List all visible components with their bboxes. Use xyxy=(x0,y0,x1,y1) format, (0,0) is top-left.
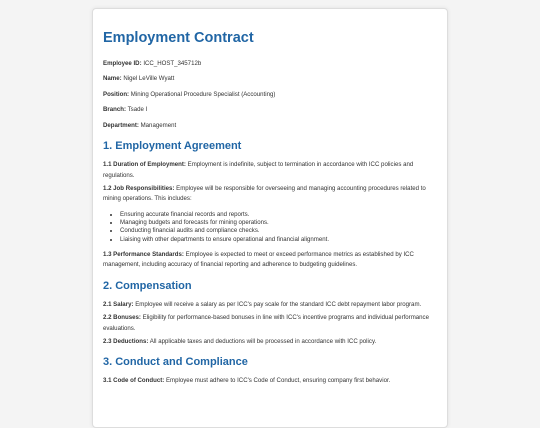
clause xyxy=(103,250,437,271)
field-label: Department: xyxy=(103,121,139,129)
employee-id-row xyxy=(103,59,437,70)
contract-card xyxy=(92,8,448,428)
section-heading-conduct-compliance: 3. Conduct and Compliance xyxy=(103,356,248,369)
list-item: • Managing budgets and forecasts for mining operations. xyxy=(120,219,437,227)
clause xyxy=(103,184,437,205)
field-value: Tsade I xyxy=(127,106,148,114)
clause xyxy=(103,337,437,348)
clause-text: Employee is expected to meet or exceed performance metrics as established by ICC management, including accuracy of financial reporting and adherence to budgeting guidelines. xyxy=(103,250,414,269)
section-heading-employment-agreement: 1. Employment Agreement xyxy=(103,140,242,153)
clause-label: 1.1 Duration of Employment: xyxy=(103,161,186,169)
employee-info xyxy=(103,59,437,131)
page-title: Employment Contract xyxy=(103,30,254,46)
field-label: Branch: xyxy=(103,106,127,114)
clause-label: 3.1 Code of Conduct: xyxy=(103,377,165,385)
clause xyxy=(103,160,437,181)
clause xyxy=(103,300,437,311)
clause-text: Eligibility for performance-based bonuses in line with ICC's incentive programs and individual performance evaluations. xyxy=(103,314,429,332)
clause xyxy=(103,376,437,387)
clause-label: 1.3 Performance Standards: xyxy=(103,250,184,258)
field-label: Employee ID: xyxy=(103,60,142,67)
field-value: Management xyxy=(140,121,177,129)
clause-text: Employee will receive a salary as per ICC's pay scale for the standard ICC debt repayment labor program. xyxy=(135,301,422,309)
list-item: • Liaising with other departments to ensure operational and financial alignment. xyxy=(120,236,437,244)
field-value: Nigel LeVille Wyatt xyxy=(123,75,175,83)
position-row xyxy=(103,90,437,101)
name-row xyxy=(103,74,437,85)
field-label: Position: xyxy=(103,90,130,98)
clause-label: 2.2 Bonuses: xyxy=(103,314,141,322)
clause xyxy=(103,313,437,334)
list-item: • Conducting financial audits and compliance checks. xyxy=(120,227,437,235)
list-item: • Ensuring accurate financial records and reports. xyxy=(120,211,437,219)
clause-label: 2.3 Deductions: xyxy=(103,337,149,345)
field-value: Mining Operational Procedure Specialist (Accounting) xyxy=(130,90,276,98)
section-heading-compensation: 2. Compensation xyxy=(103,280,192,293)
responsibilities-list xyxy=(103,211,437,244)
branch-row xyxy=(103,105,437,116)
clause-label: 2.1 Salary: xyxy=(103,301,134,309)
clause-text: Employee will be responsible for overseeing and managing accounting procedures related to mining operations. This includes: xyxy=(103,184,426,203)
field-value: ICC_HOST_345712b xyxy=(143,60,202,67)
clause-text: Employment is indefinite, subject to termination in accordance with ICC policies and regulations. xyxy=(103,161,414,179)
field-label: Name: xyxy=(103,75,122,83)
clause-text: Employee must adhere to ICC's Code of Conduct, ensuring company first behavior. xyxy=(165,377,391,385)
clause-label: 1.2 Job Responsibilities: xyxy=(103,184,175,192)
department-row xyxy=(103,121,437,132)
clause-text: All applicable taxes and deductions will be processed in accordance with ICC policy. xyxy=(149,337,377,345)
